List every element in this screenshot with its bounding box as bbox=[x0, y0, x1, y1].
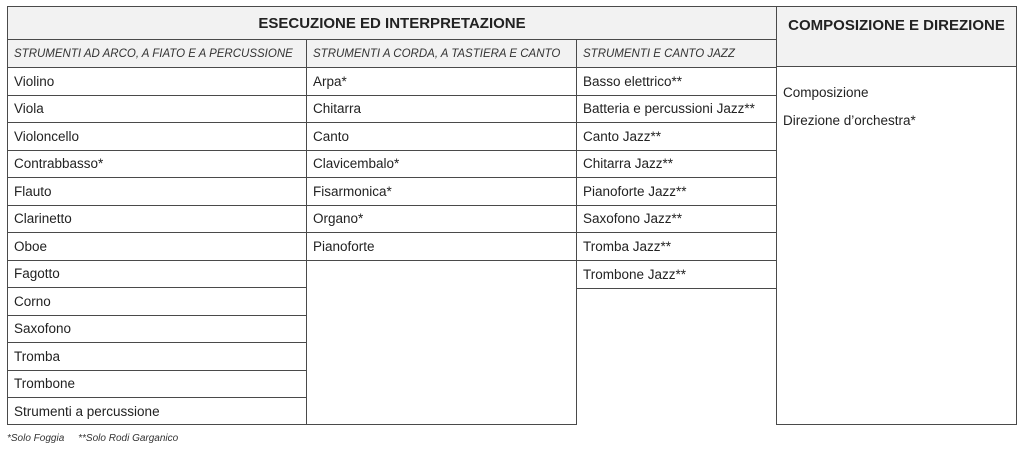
table-cell: Tromba Jazz** bbox=[577, 233, 776, 261]
courses-table bbox=[7, 6, 1017, 425]
subheader-jazz: STRUMENTI E CANTO JAZZ bbox=[576, 39, 777, 68]
table-cell: Batteria e percussioni Jazz** bbox=[577, 96, 776, 124]
header-execution-interpretation: ESECUZIONE ED INTERPRETAZIONE bbox=[7, 6, 777, 40]
table-cell: Corno bbox=[8, 288, 306, 316]
table-cell: Flauto bbox=[8, 178, 306, 206]
header-composition-direction: COMPOSIZIONE E DIREZIONE bbox=[776, 6, 1017, 67]
table-cell: Chitarra Jazz** bbox=[577, 151, 776, 179]
table-cell: Basso elettrico** bbox=[577, 68, 776, 96]
table-cell: Saxofono Jazz** bbox=[577, 206, 776, 234]
column-string-keyboard-voice bbox=[306, 67, 577, 425]
subheader-string-keyboard-voice: STRUMENTI A CORDA, A TASTIERA E CANTO bbox=[306, 39, 577, 68]
table-cell: Composizione bbox=[783, 85, 869, 101]
table-cell: Arpa* bbox=[307, 68, 576, 96]
table-cell: Direzione d’orchestra* bbox=[783, 112, 916, 128]
table-cell: Organo* bbox=[307, 206, 576, 234]
table-cell: Canto bbox=[307, 123, 576, 151]
table-cell: Pianoforte Jazz** bbox=[577, 178, 776, 206]
table-cell: Chitarra bbox=[307, 96, 576, 124]
column-composition-direction bbox=[776, 66, 1017, 425]
footnote: *Solo Foggia **Solo Rodi Garganico bbox=[7, 433, 179, 444]
table-cell: Strumenti a percussione bbox=[14, 404, 160, 420]
table-cell: Clavicembalo* bbox=[307, 151, 576, 179]
table-cell: Violino bbox=[8, 68, 306, 96]
table-cell: Canto Jazz** bbox=[577, 123, 776, 151]
table-cell: Pianoforte bbox=[307, 233, 576, 261]
table-cell: Trombone Jazz** bbox=[583, 266, 687, 282]
column-jazz bbox=[576, 67, 777, 289]
table-cell: Fagotto bbox=[8, 261, 306, 289]
table-cell: Trombone bbox=[8, 371, 306, 399]
table-cell: Clarinetto bbox=[8, 206, 306, 234]
table-cell: Fisarmonica* bbox=[307, 178, 576, 206]
table-cell: Violoncello bbox=[8, 123, 306, 151]
column-bowed-wind-percussion bbox=[7, 67, 307, 425]
table-cell: Tromba bbox=[8, 343, 306, 371]
table-cell: Viola bbox=[8, 96, 306, 124]
table-cell: Saxofono bbox=[8, 316, 306, 344]
table-cell: Oboe bbox=[8, 233, 306, 261]
subheader-bowed-wind-percussion: STRUMENTI AD ARCO, A FIATO E A PERCUSSIONE bbox=[7, 39, 307, 68]
table-cell: Contrabbasso* bbox=[8, 151, 306, 179]
